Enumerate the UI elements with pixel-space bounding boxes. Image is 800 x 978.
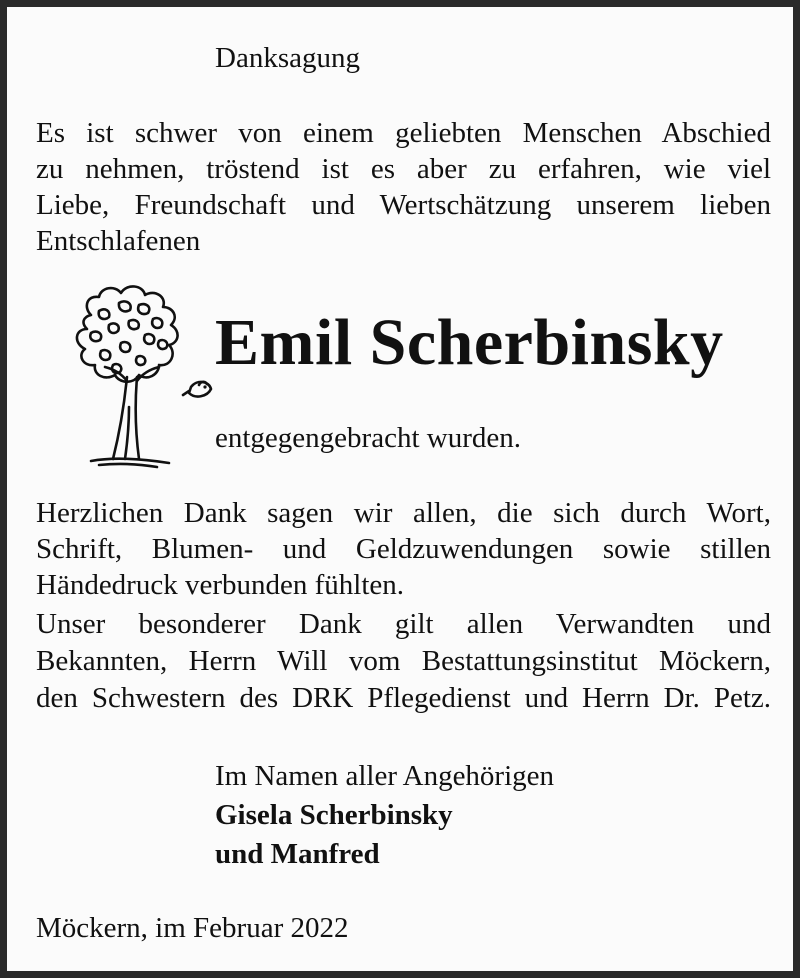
place-date: Möckern, im Februar 2022 <box>36 912 349 944</box>
thanks-line-3: Händedruck verbunden fühlten. <box>36 569 405 601</box>
signature-name-1: Gisela Scherbinsky <box>215 799 453 831</box>
signature-intro: Im Namen aller Angehörigen <box>215 760 555 792</box>
intro-line-1: Es ist schwer von einem geliebten Menschen Abschied <box>36 117 771 149</box>
signature-name-2: und Manfred <box>215 838 380 870</box>
thanks-line-5: Bekannten, Herrn Will vom Bestattungsinstitut Möckern, <box>36 645 771 677</box>
intro-line-4: Entschlafenen <box>36 225 201 257</box>
notice-heading: Danksagung <box>215 42 360 74</box>
thanks-line-1: Herzlichen Dank sagen wir allen, die sich durch Wort, <box>36 497 771 529</box>
intro-closing: entgegengebracht wurden. <box>215 422 521 454</box>
tree-with-bird-icon <box>43 277 223 477</box>
intro-line-3: Liebe, Freundschaft und Wertschätzung unserem lieben <box>36 189 771 221</box>
thanks-line-6: den Schwestern des DRK Pflegedienst und Herrn Dr. Petz. <box>36 682 771 714</box>
deceased-name: Emil Scherbinsky <box>215 306 724 379</box>
thanks-line-4: Unser besonderer Dank gilt allen Verwandten und <box>36 608 771 640</box>
thanks-line-2: Schrift, Blumen- und Geldzuwendungen sowie stillen <box>36 533 771 565</box>
intro-line-2: zu nehmen, tröstend ist es aber zu erfahren, wie viel <box>36 153 771 185</box>
